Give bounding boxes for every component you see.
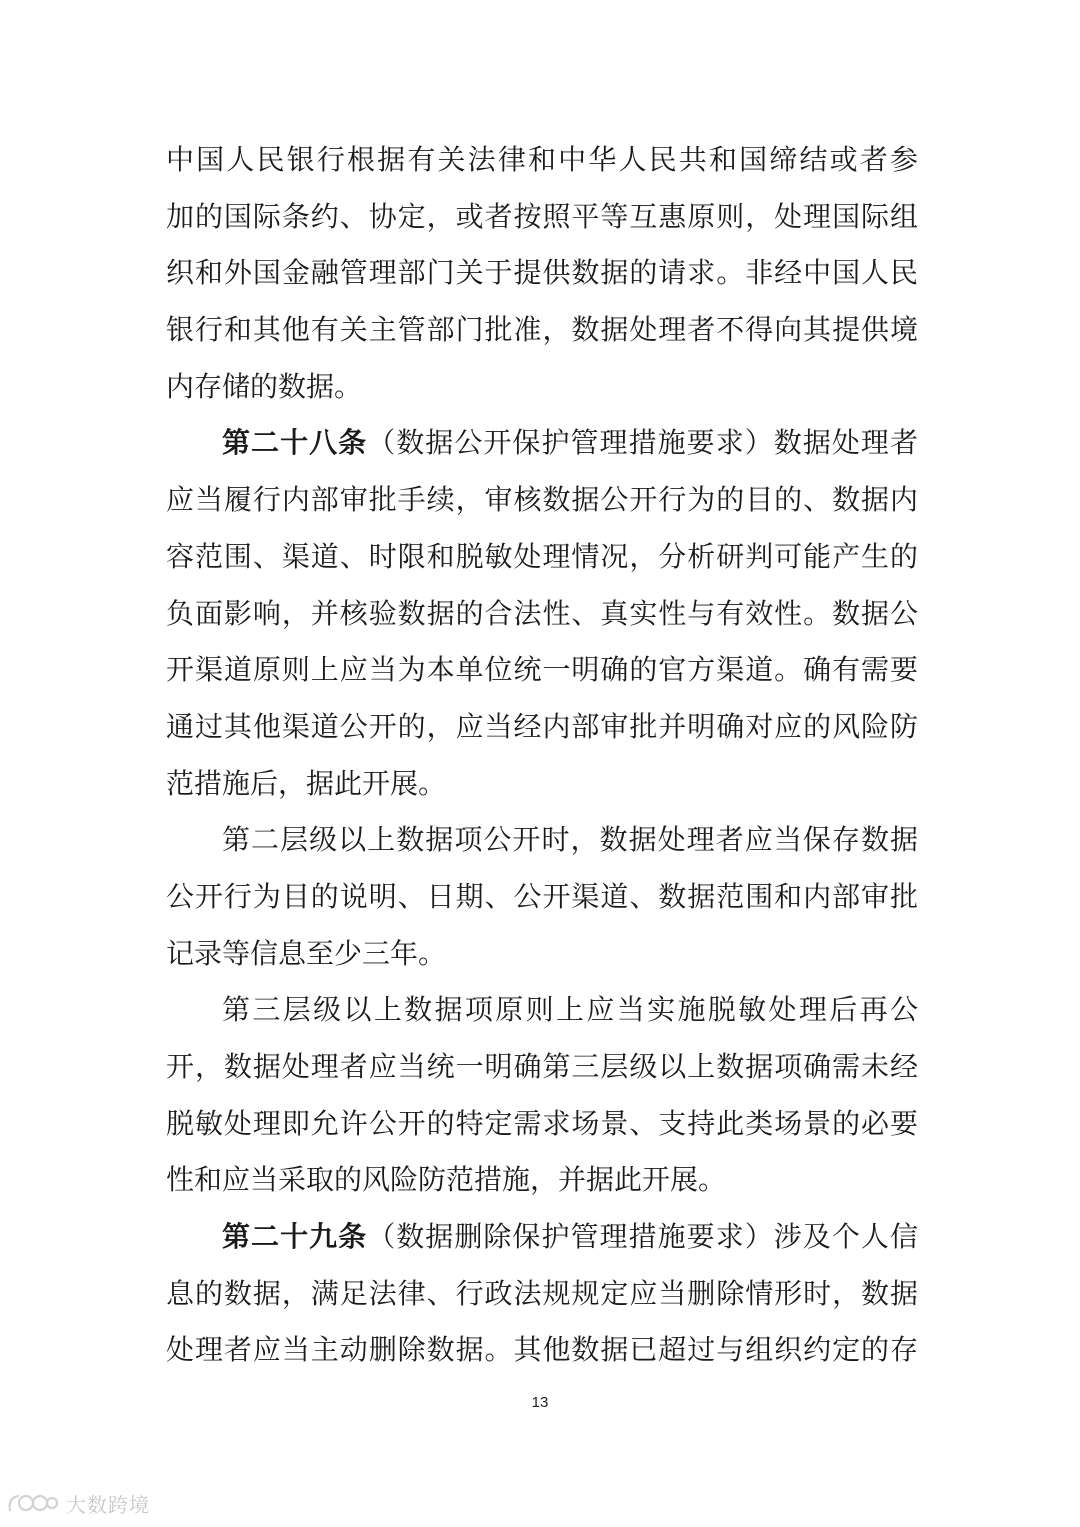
article-title-text: （数据删除保护管理措施要求）涉及个人信 [367,1220,918,1254]
page-number: 13 [531,1394,549,1411]
text-line: 加的国际条约、协定，或者按照平等互惠原则，处理国际组 [166,199,918,233]
watermark-logo-icon [6,1490,62,1516]
article-heading: 第二十九条 [222,1220,368,1254]
text-line: 通过其他渠道公开的，应当经内部审批并明确对应的风险防 [166,709,918,743]
text-line: 性和应当采取的风险防范措施，并据此开展。 [166,1163,727,1197]
text-line: 息的数据，满足法律、行政法规规定应当删除情形时，数据 [166,1276,918,1310]
watermark-text: 大数跨境 [66,1492,150,1517]
article-29-first-line [166,1209,918,1266]
article-28-first-line [166,415,918,472]
text-line: 第二层级以上数据项公开时，数据处理者应当保存数据 [222,823,918,857]
text-line: 第三层级以上数据项原则上应当实施脱敏处理后再公 [222,993,918,1027]
watermark [6,1488,150,1518]
text-line: 脱敏处理即允许公开的特定需求场景、支持此类场景的必要 [166,1106,918,1140]
text-line: 开渠道原则上应当为本单位统一明确的官方渠道。确有需要 [166,653,918,687]
text-line: 容范围、渠道、时限和脱敏处理情况，分析研判可能产生的 [166,539,918,573]
text-line: 中国人民银行根据有关法律和中华人民共和国缔结或者参 [166,143,918,176]
text-line: 织和外国金融管理部门关于提供数据的请求。非经中国人民 [166,256,918,290]
text-line: 公开行为目的说明、日期、公开渠道、数据范围和内部审批 [166,879,918,913]
article-title-text: （数据公开保护管理措施要求）数据处理者 [367,426,918,460]
text-line: 应当履行内部审批手续，审核数据公开行为的目的、数据内 [166,483,918,517]
text-line: 处理者应当主动删除数据。其他数据已超过与组织约定的存 [166,1333,918,1367]
text-line: 记录等信息至少三年。 [166,936,447,970]
text-line: 负面影响，并核验数据的合法性、真实性与有效性。数据公 [166,596,918,630]
text-line: 范措施后，据此开展。 [166,766,447,800]
body-text [166,132,918,1379]
article-heading: 第二十八条 [222,426,368,460]
text-line: 银行和其他有关主管部门批准，数据处理者不得向其提供境 [166,313,918,347]
text-line: 开，数据处理者应当统一明确第三层级以上数据项确需未经 [166,1050,918,1083]
text-line: 内存储的数据。 [166,369,363,403]
